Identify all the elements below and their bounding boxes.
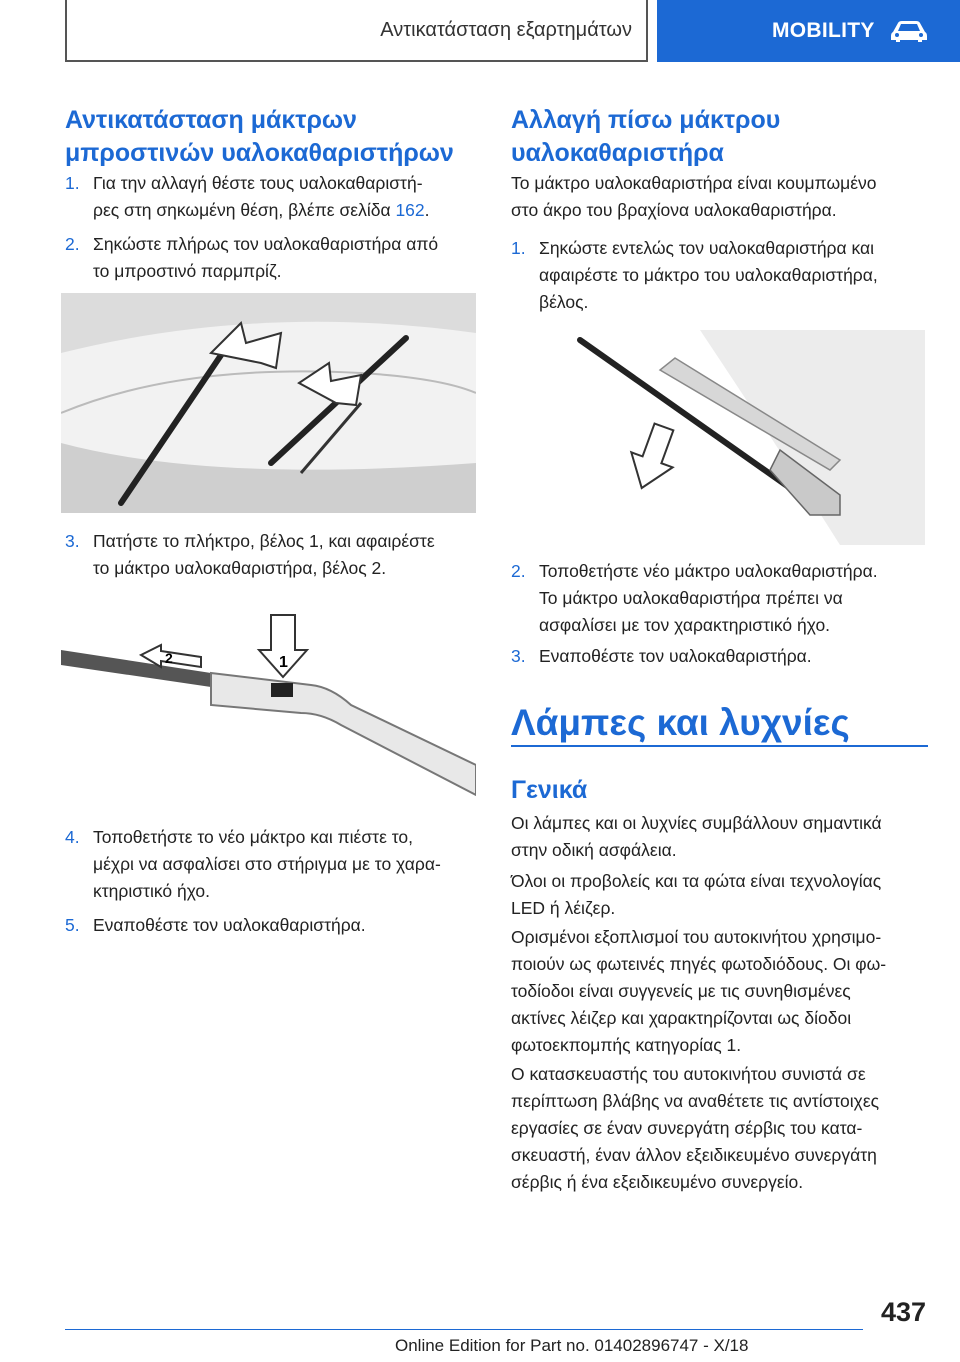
- lamps-section-title: Λάμπες και λυχνίες: [511, 702, 850, 743]
- front-wiper-title: Αντικατάσταση μάκτρων μπροστινών υαλοκαθαριστήρων: [65, 106, 454, 167]
- page-link-162[interactable]: 162: [395, 200, 425, 220]
- general-paragraph-2: Όλοι οι προβολείς και τα φώτα είναι τεχνολογίας LED ή λέιζερ.: [511, 871, 882, 918]
- section-divider: [511, 745, 928, 747]
- front-wiper-raised-illustration: [61, 293, 476, 513]
- front-step-1: 1. Για την αλλαγή θέστε τους υαλοκαθαριστή‐ ρες στη σηκωμένη θέση, βλέπε σελίδα 162.: [65, 173, 430, 220]
- page-number: 437: [880, 1297, 926, 1327]
- rear-wiper-intro: Το μάκτρο υαλοκαθαριστήρα είναι κουμπωμένο στο άκρο του βραχίονα υαλοκαθαριστήρα.: [511, 173, 877, 220]
- general-paragraph-1: Οι λάμπες και οι λυχνίες συμβάλλουν σημαντικά στην οδική ασφάλεια.: [511, 813, 882, 860]
- car-icon: [889, 18, 929, 44]
- arrow-label-2: 2: [165, 650, 173, 666]
- front-step-3: 3. Πατήστε το πλήκτρο, βέλος 1, και αφαιρέστε το μάκτρο υαλοκαθαριστήρα, βέλος 2.: [65, 531, 435, 578]
- header-section-box: [65, 0, 648, 62]
- rear-step-1: 1. Σηκώστε εντελώς τον υαλοκαθαριστήρα και αφαιρέστε το μάκτρο του υαλοκαθαριστήρα, βέλος.: [511, 238, 878, 312]
- footer-edition: Online Edition for Part no. 01402896747 - X/18: [395, 1336, 749, 1355]
- header-section-title: Αντικατάσταση εξαρτημάτων: [380, 18, 632, 41]
- general-paragraph-4: Ο κατασκευαστής του αυτοκινήτου συνιστά σε περίπτωση βλάβης να αναθέτετε τις αντίστοιχες εργασίες σε έναν συνεργάτη σέρβις του κατα‐ σκευαστή, έναν άλλον εξειδικευμένο συνεργάτη σέρβις ή ένα εξειδικευμένο συνεργείο.: [511, 1064, 880, 1192]
- header-chapter-tab[interactable]: [657, 0, 960, 62]
- rear-step-3: 3. Εναποθέστε τον υαλοκαθαριστήρα.: [511, 646, 812, 666]
- rear-wiper-illustration: [540, 330, 925, 545]
- rear-wiper-title: Αλλαγή πίσω μάκτρου υαλοκαθαριστήρα: [511, 106, 781, 167]
- arrow-label-1: 1: [279, 654, 288, 671]
- general-paragraph-3: Ορισμένοι εξοπλισμοί του αυτοκινήτου χρησιμο‐ ποιούν ως φωτεινές πηγές φωτοδιόδους. Οι φω‐ τοδίοδοι είναι συγγενείς με τις συνηθισμένες ακτίνες λέιζερ και χαρακτηρίζονται ως δίοδοι φωτοεκπομπής κατηγορίας 1.: [511, 927, 887, 1055]
- front-step-2: 2. Σηκώστε πλήρως τον υαλοκαθαριστήρα από το μπροστινό παρμπρίζ.: [65, 234, 439, 281]
- front-step-4: 4. Τοποθετήστε το νέο μάκτρο και πιέστε το, μέχρι να ασφαλίσει στο στήριγμα με το χαρα‐ κτηριστικό ήχο.: [65, 827, 441, 901]
- general-subtitle: Γενικά: [511, 776, 588, 804]
- footer-rule: [65, 1329, 863, 1330]
- wiper-release-button-illustration: [61, 595, 476, 807]
- front-step-5: 5. Εναποθέστε τον υαλοκαθαριστήρα.: [65, 915, 366, 935]
- header-chapter-label: MOBILITY: [772, 19, 875, 42]
- rear-step-2: 2. Τοποθετήστε νέο μάκτρο υαλοκαθαριστήρα. Το μάκτρο υαλοκαθαριστήρα πρέπει να ασφαλίσει με τον χαρακτηριστικό ήχο.: [511, 561, 878, 635]
